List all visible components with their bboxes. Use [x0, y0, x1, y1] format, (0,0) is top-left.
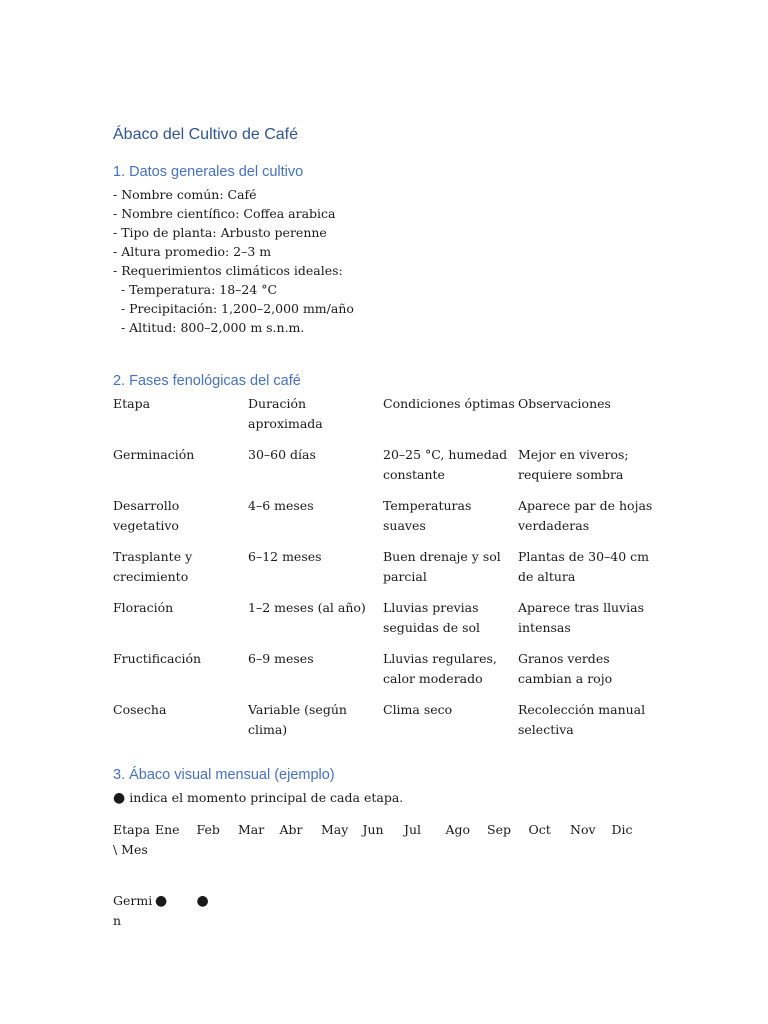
column-header: Observaciones: [518, 396, 611, 411]
table-cell: 6–9 meses: [248, 651, 314, 666]
table-cell: Lluvias regulares, calor moderado: [383, 651, 497, 686]
dot-mark-icon: ●: [196, 893, 209, 909]
corner-header: Etapa \ Mes: [113, 822, 151, 857]
table-cell: Fructificación: [113, 651, 202, 666]
table-cell: Floración: [113, 600, 174, 615]
section-3-heading: 3. Ábaco visual mensual (ejemplo): [113, 767, 335, 783]
table-cell: Granos verdes cambian a rojo: [518, 651, 613, 686]
month-header: Sep: [487, 822, 511, 837]
table-row: [113, 547, 653, 598]
table-cell: Plantas de 30–40 cm de altura: [518, 549, 650, 584]
month-header-row: [113, 820, 653, 891]
list-item: - Temperatura: 18–24 °C: [113, 282, 278, 297]
table-cell: Aparece par de hojas verdaderas: [518, 498, 653, 533]
month-header: Ene: [155, 822, 180, 837]
table-row: [113, 496, 653, 547]
table-cell: Temperaturas suaves: [383, 498, 472, 533]
list-item: - Nombre común: Café: [113, 187, 257, 202]
table-cell: Trasplante y crecimiento: [113, 549, 193, 584]
month-header: Abr: [279, 822, 303, 837]
table-row: [113, 700, 653, 751]
table-cell: 20–25 °C, humedad constante: [383, 447, 508, 482]
table-row: [113, 649, 653, 700]
list-item: - Precipitación: 1,200–2,000 mm/año: [113, 301, 354, 316]
dot-mark-icon: ●: [155, 893, 168, 909]
table-cell: Lluvias previas seguidas de sol: [383, 600, 481, 635]
list-item: - Nombre científico: Coffea arabica: [113, 206, 336, 221]
month-header: Dic: [611, 822, 633, 837]
table-cell: Variable (según clima): [248, 702, 347, 737]
table-cell: Mejor en viveros; requiere sombra: [518, 447, 629, 482]
column-header: Etapa: [113, 396, 151, 411]
bullet-dot-icon: ●: [113, 790, 126, 806]
document-title: Ábaco del Cultivo de Café: [113, 126, 298, 143]
month-header: Feb: [196, 822, 220, 837]
table-cell: 6–12 meses: [248, 549, 322, 564]
monthly-abacus-table: [113, 820, 653, 930]
table-header-row: [113, 394, 653, 445]
section-2-heading: 2. Fases fenológicas del café: [113, 373, 301, 389]
table-row: [113, 891, 653, 930]
general-data-list: [113, 185, 354, 337]
month-header: Jun: [362, 822, 384, 837]
table-cell: 30–60 días: [248, 447, 316, 462]
month-header: Nov: [570, 822, 596, 837]
phases-table: [113, 394, 653, 751]
table-cell: Cosecha: [113, 702, 167, 717]
list-item: - Altura promedio: 2–3 m: [113, 244, 272, 259]
table-row: [113, 445, 653, 496]
column-header: Duración aproximada: [248, 396, 323, 431]
table-cell: Germinación: [113, 447, 195, 462]
column-header: Condiciones óptimas: [383, 396, 515, 411]
table-cell: Recolección manual selectiva: [518, 702, 646, 737]
table-cell: Desarrollo vegetativo: [113, 498, 180, 533]
table-row: [113, 598, 653, 649]
legend-note: [113, 788, 403, 808]
table-cell: Aparece tras lluvias intensas: [518, 600, 645, 635]
list-item: - Altitud: 800–2,000 m s.n.m.: [113, 320, 305, 335]
table-cell: Buen drenaje y sol parcial: [383, 549, 501, 584]
list-item: - Tipo de planta: Arbusto perenne: [113, 225, 327, 240]
month-header: Oct: [528, 822, 551, 837]
table-cell: 4–6 meses: [248, 498, 314, 513]
legend-text: indica el momento principal de cada etapa.: [125, 790, 404, 805]
month-header: Ago: [445, 822, 471, 837]
month-header: May: [321, 822, 349, 837]
table-cell: Clima seco: [383, 702, 453, 717]
stage-label: Germin: [113, 893, 153, 928]
month-header: Mar: [238, 822, 265, 837]
section-1-heading: 1. Datos generales del cultivo: [113, 164, 304, 180]
table-cell: 1–2 meses (al año): [248, 600, 366, 615]
month-header: Jul: [404, 822, 422, 837]
list-item: - Requerimientos climáticos ideales:: [113, 263, 343, 278]
